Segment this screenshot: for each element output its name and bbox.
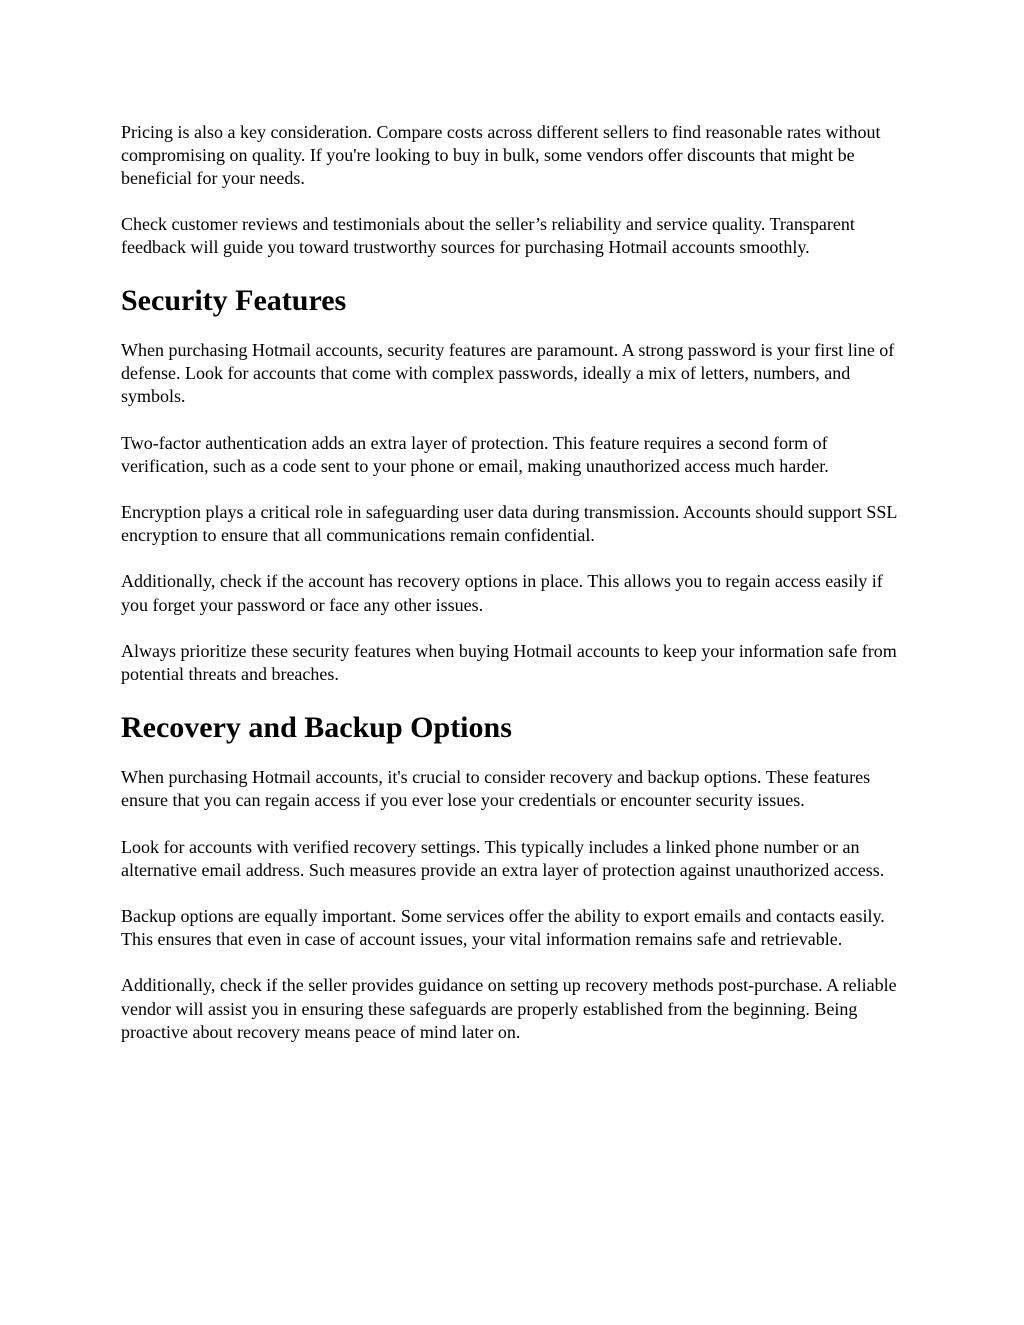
paragraph-backup-options: Backup options are equally important. Some services offer the ability to export emails and contacts easily. This ensures that even in case of account issues, your vital information remains safe and retrievable. — [121, 906, 885, 950]
heading-security-features: Security Features — [121, 284, 347, 318]
paragraph-pricing: Pricing is also a key consideration. Compare costs across different sellers to find reasonable rates without compromising on quality. If you're looking to buy in bulk, some vendors offer discounts that might be beneficial for your needs. — [121, 122, 881, 189]
paragraph-prioritize-security: Always prioritize these security features when buying Hotmail accounts to keep your information safe from potential threats and breaches. — [121, 640, 897, 685]
paragraph-two-factor: Two-factor authentication adds an extra layer of protection. This feature requires a second form of verification, such as a code sent to your phone or email, making unauthorized access much harder. — [121, 432, 829, 476]
paragraph-security-password: When purchasing Hotmail accounts, security features are paramount. A strong password is your first line of defense. Look for accounts that come with complex passwords, ideally a mix of letters, numbers, and symbols. — [121, 340, 895, 407]
paragraph-encryption: Encryption plays a critical role in safeguarding user data during transmission. Accounts should support SSL encryption to ensure that all communications remain confidential. — [121, 502, 897, 546]
paragraph-seller-guidance: Additionally, check if the seller provides guidance on setting up recovery methods post-purchase. A reliable vendor will assist you in ensuring these safeguards are properly established from the beginning. Being proactive about recovery means peace of mind later on. — [121, 975, 897, 1042]
paragraph-recovery-intro: When purchasing Hotmail accounts, it's crucial to consider recovery and backup options. These features ensure that you can regain access if you ever lose your credentials or encounter security issues. — [121, 767, 871, 811]
paragraph-verified-recovery: Look for accounts with verified recovery settings. This typically includes a linked phone number or an alternative email address. Such measures provide an extra layer of protection against unauthorized access. — [121, 836, 885, 880]
document-page — [121, 121, 911, 1044]
paragraph-recovery-options-check: Additionally, check if the account has recovery options in place. This allows you to regain access easily if you forget your password or face any other issues. — [121, 571, 883, 615]
paragraph-reviews: Check customer reviews and testimonials about the seller’s reliability and service quality. Transparent feedback will guide you toward trustworthy sources for purchasing Hotmail accounts smoothly. — [121, 213, 855, 257]
heading-recovery-backup: Recovery and Backup Options — [121, 711, 512, 745]
